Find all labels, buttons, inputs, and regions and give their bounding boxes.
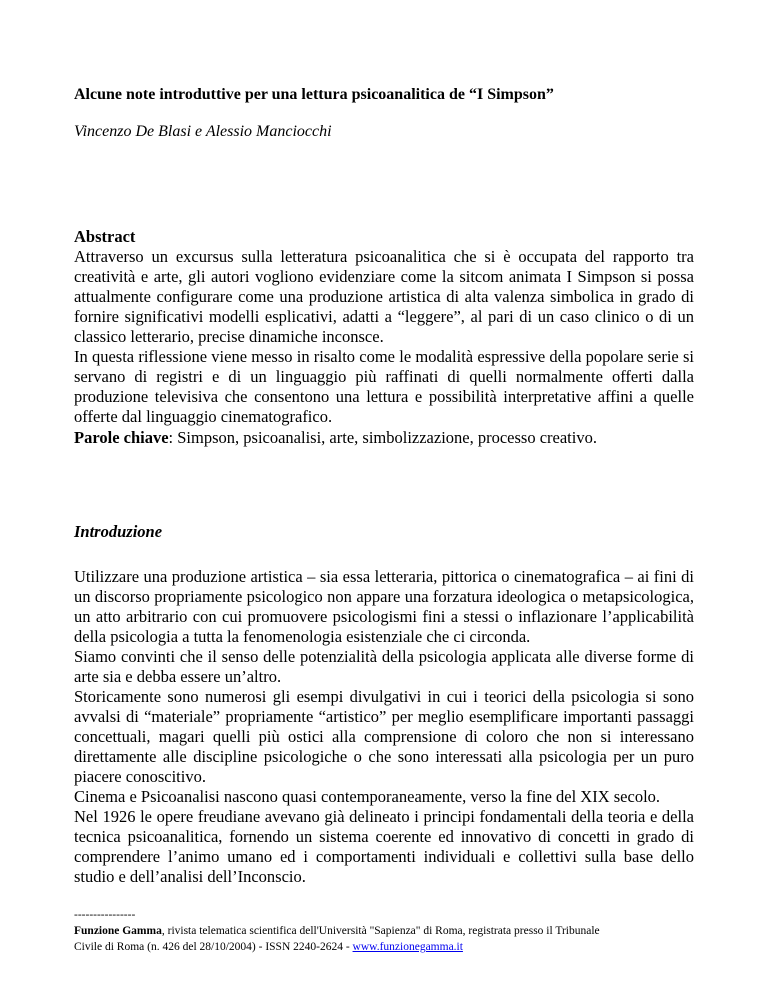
introduction-paragraph: Storicamente sono numerosi gli esempi divulgativi in cui i teorici della psicologia si sono avvalsi di “materiale” propriamente “artistico” per meglio esemplificare importanti passaggi concettuali, magari quelli più ostici alla comprensione di coloro che non si interessano direttamente alle discipline psicologiche o che sono interessati alla psicologia per un puro piacere conoscitivo. [74, 687, 694, 786]
keywords-line [74, 428, 597, 448]
document-authors: Vincenzo De Blasi e Alessio Manciocchi [74, 123, 332, 140]
footer-website-link[interactable]: www.funzionegamma.it [352, 941, 463, 953]
footer-line-2 [74, 939, 714, 955]
page-footer [74, 907, 714, 955]
introduction-paragraph: Nel 1926 le opere freudiane avevano già delineato i principi fondamentali della teoria e della tecnica psicoanalitica, fornendo un sistema coerente ed innovativo di concetti in grado di comprendere l’animo umano ed i comportamenti individuali e collettivi sulla base dello studio e dell’analisi dell’Inconscio. [74, 807, 694, 886]
abstract-body [74, 247, 694, 427]
introduction-heading: Introduzione [74, 522, 163, 541]
keywords-label: Parole chiave [74, 428, 169, 447]
introduction-body [74, 567, 694, 887]
footer-registration: Civile di Roma (n. 426 del 28/10/2004) - ISSN 2240-2624 - [74, 941, 353, 953]
footer-journal-description: , rivista telematica scientifica dell'Università "Sapienza" di Roma, registrata presso il Tribunale [161, 925, 600, 937]
keywords-text: : Simpson, psicoanalisi, arte, simbolizzazione, processo creativo. [168, 428, 597, 447]
footer-line-1 [74, 923, 714, 939]
footer-journal-name: Funzione Gamma [74, 925, 162, 937]
introduction-paragraph: Siamo convinti che il senso delle potenzialità della psicologia applicata alle diverse forme di arte sia e debba essere un’altro. [74, 647, 694, 686]
abstract-heading: Abstract [74, 227, 136, 246]
abstract-paragraph: In questa riflessione viene messo in risalto come le modalità espressive della popolare serie si servano di registri e di un linguaggio più raffinati di quelli normalmente offerti dalla produzione televisiva che consentono una lettura e possibilità interpretative affini a quelle offerte dal linguaggio cinematografico. [74, 347, 694, 426]
introduction-paragraph: Cinema e Psicoanalisi nascono quasi contemporaneamente, verso la fine del XIX secolo. [74, 787, 661, 806]
abstract-paragraph: Attraverso un excursus sulla letteratura psicoanalitica che si è occupata del rapporto tra creatività e arte, gli autori vogliono evidenziare come la sitcom animata I Simpson si possa attualmente configurare come una produzione artistica di alta valenza simbolica in grado di fornire significativi modelli esplicativi, adatti a “leggere”, al pari di un caso clinico o di un classico letterario, precise dinamiche inconsce. [74, 247, 694, 346]
document-title: Alcune note introduttive per una lettura psicoanalitica de “I Simpson” [74, 86, 554, 103]
introduction-paragraph: Utilizzare una produzione artistica – sia essa letteraria, pittorica o cinematografica – ai fini di un discorso propriamente psicologico non appare una forzatura ideologica o metapsicologica, un atto arbitrario con cui promuovere psicologismi fini a stessi o inflazionare l’applicabilità della psicologia a tutta la fenomenologia esistenziale che ci circonda. [74, 567, 694, 646]
footer-rule: ---------------- [74, 909, 136, 921]
